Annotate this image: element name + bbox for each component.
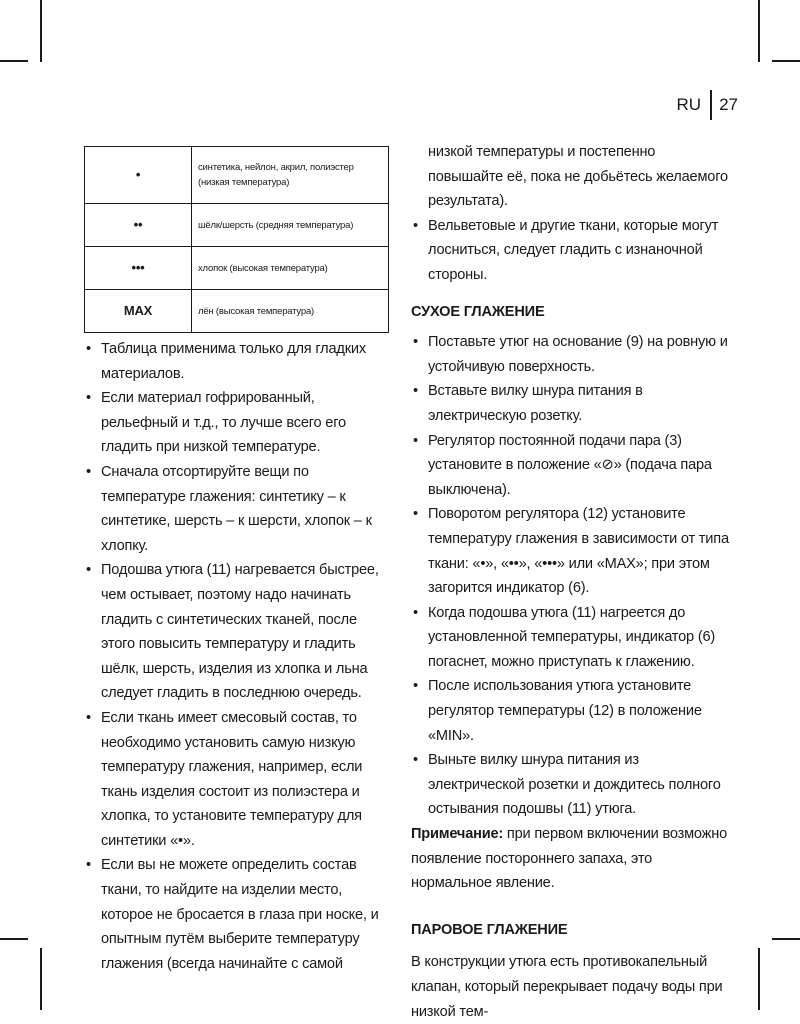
section-title-steam-ironing: ПАРОВОЕ ГЛАЖЕНИЕ: [411, 921, 568, 938]
page-header: [677, 90, 738, 120]
crop-mark: [772, 938, 800, 940]
temperature-symbol: MAX: [85, 290, 192, 333]
right-column: [411, 140, 733, 1024]
crop-mark: [758, 948, 760, 1010]
list-item: • Поставьте утюг на основание (9) на ровную и устойчивую поверхность.: [411, 330, 733, 379]
section-title-dry-ironing: СУХОЕ ГЛАЖЕНИЕ: [411, 303, 545, 320]
note-text: при первом включении возможно появление постороннего запаха, это нормальное явление.: [411, 826, 728, 892]
note-paragraph: [411, 822, 733, 896]
crop-mark: [0, 938, 28, 940]
table-row: [85, 147, 389, 204]
ironing-tips-list: [84, 337, 392, 976]
left-column: [84, 140, 392, 976]
temperature-symbol: •: [85, 147, 192, 204]
list-item: • Сначала отсортируйте вещи по температуре глажения: синтетику – к синтетике, шерсть – к шерсти, хлопок – к хлопку.: [84, 460, 392, 558]
crop-mark: [0, 60, 28, 62]
crop-mark: [40, 0, 42, 62]
crop-mark: [772, 60, 800, 62]
table-row: [85, 290, 389, 333]
list-item: • Когда подошва утюга (11) нагреется до установленной температуры, индикатор (6) погаснет, можно приступать к глажению.: [411, 601, 733, 675]
list-item: • Если ткань имеет смесовый состав, то необходимо установить самую низкую температуру глажения, например, если ткань изделия состоит из полиэстера и хлопка, то установите температуру для синтетики «•».: [84, 706, 392, 854]
table-row: [85, 247, 389, 290]
list-item: • Подошва утюга (11) нагревается быстрее, чем остывает, поэтому надо начинать гладить с синтетических тканей, после этого повысить температуру и гладить шёлк, шерсть, изделия из хлопка и льна следует гладить в последнюю очередь.: [84, 558, 392, 706]
continuation-text: низкой температуры и постепенно повышайте её, пока не добьётесь желаемого результата).: [428, 144, 728, 210]
table-row: [85, 204, 389, 247]
dry-ironing-steps: [411, 330, 733, 822]
list-item: • Выньте вилку шнура питания из электрической розетки и дождитесь полного остывания подошвы (11) утюга.: [411, 748, 733, 822]
fabric-description: шёлк/шерсть (средняя температура): [192, 204, 389, 247]
list-item: • Вставьте вилку шнура питания в электрическую розетку.: [411, 379, 733, 428]
fabric-tips-list: [411, 214, 733, 288]
list-item: • Если вы не можете определить состав ткани, то найдите на изделии место, которое не бросается в глаза при носке, и опытным путём выберите температуру глажения (всегда начинайте с самой: [84, 853, 392, 976]
temperature-symbol: ••: [85, 204, 192, 247]
list-item: • Если материал гофрированный, рельефный и т.д., то лучше всего его гладить при низкой температуре.: [84, 386, 392, 460]
fabric-description: хлопок (высокая температура): [192, 247, 389, 290]
fabric-description: лён (высокая температура): [192, 290, 389, 333]
crop-mark: [40, 948, 42, 1010]
list-item: • Таблица применима только для гладких материалов.: [84, 337, 392, 386]
list-item: • Вельветовые и другие ткани, которые могут лосниться, следует гладить с изнаночной стороны.: [411, 214, 733, 288]
list-item: • Регулятор постоянной подачи пара (3) установите в положение «⊘» (подача пара выключена).: [411, 429, 733, 503]
temperature-symbol: •••: [85, 247, 192, 290]
steam-ironing-text: В конструкции утюга есть противокапельный клапан, который перекрывает подачу воды при низкой тем-: [411, 954, 723, 1020]
page-number: 27: [719, 95, 738, 114]
list-item: • После использования утюга установите регулятор температуры (12) в положение «MIN».: [411, 674, 733, 748]
fabric-description: синтетика, нейлон, акрил, полиэстер (низкая температура): [192, 147, 389, 204]
language-code: RU: [676, 95, 702, 114]
list-item: • Поворотом регулятора (12) установите температуру глажения в зависимости от типа ткани: «•», «••», «•••» или «MAX»; при этом загорится индикатор (6).: [411, 502, 733, 600]
temperature-table: [84, 146, 389, 333]
note-label: Примечание:: [411, 826, 504, 843]
crop-mark: [758, 0, 760, 62]
